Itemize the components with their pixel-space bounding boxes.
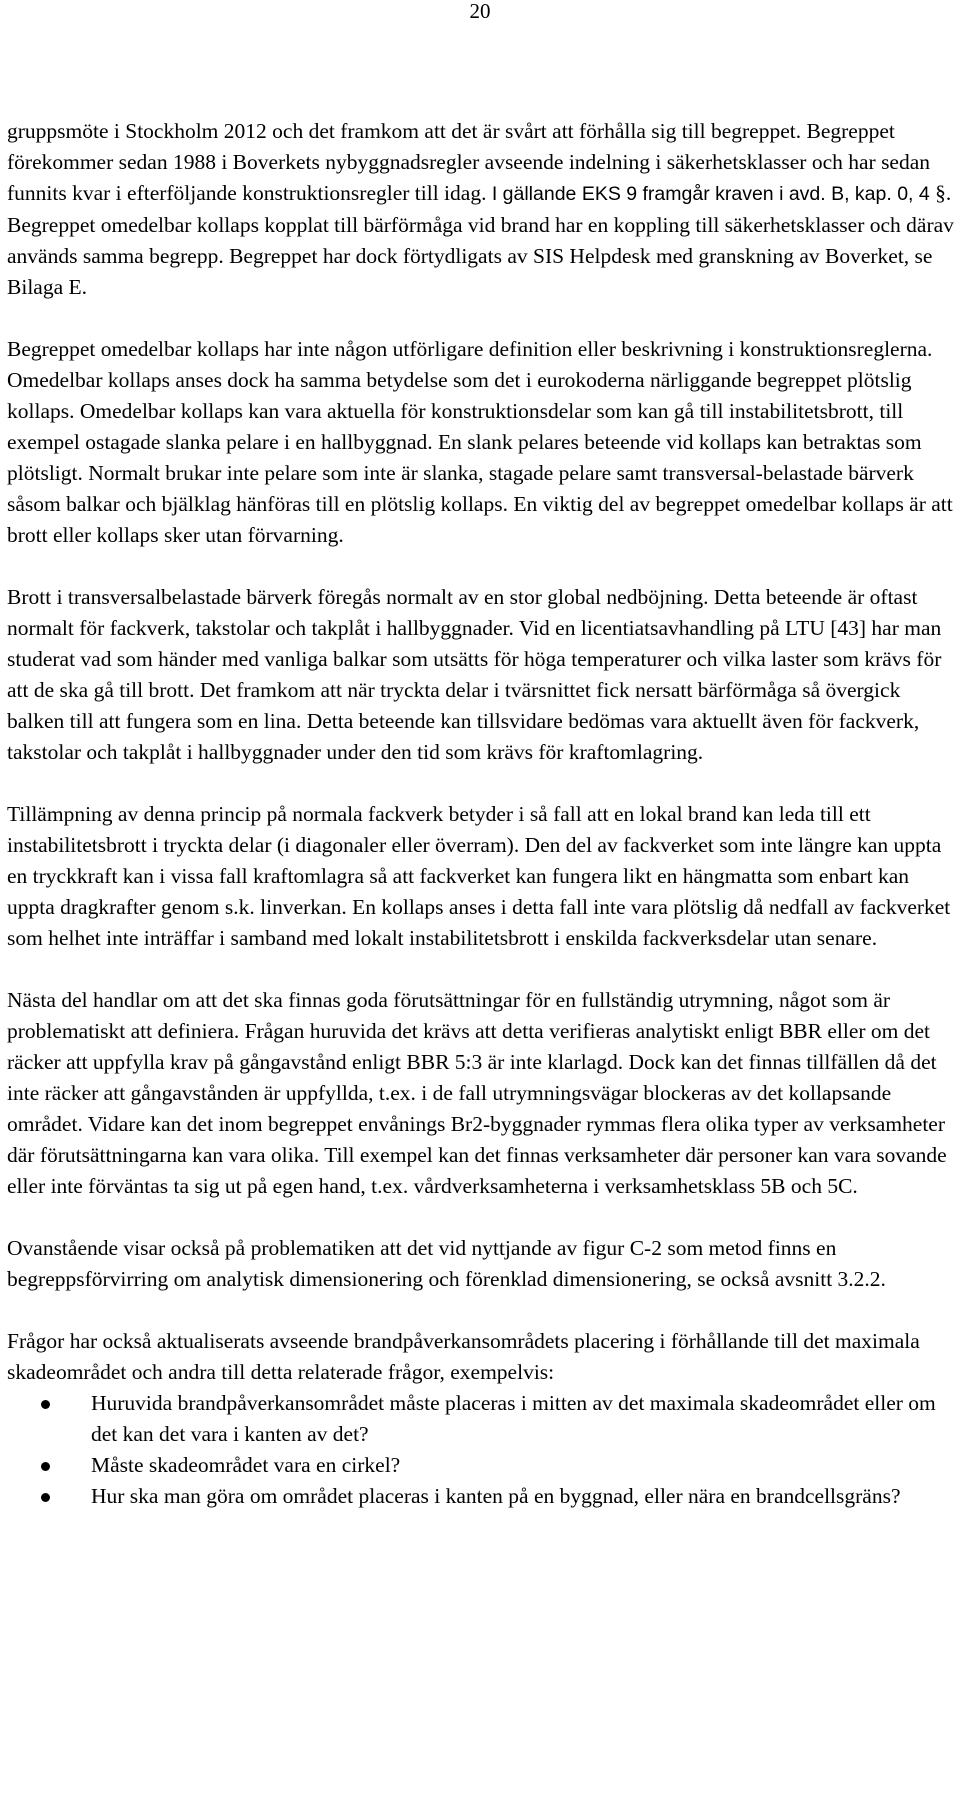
list-item-text: Hur ska man göra om området placeras i kanten på en byggnad, eller nära en brandcellsgräns?	[91, 1484, 901, 1508]
list-item	[7, 1388, 955, 1450]
list-item-text: Måste skadeområdet vara en cirkel?	[91, 1453, 401, 1477]
bullet-icon	[41, 1493, 50, 1502]
paragraph-text: gruppsmöte i Stockholm 2012 och det framkom att det är svårt att förhålla sig till begreppet. Begreppet förekommer sedan 1988 i Boverkets nybyggnadsregler avseende indelning i säkerhetsklasser och har sedan funnits kvar i efterföljande konstruktionsregler till idag.	[7, 119, 931, 205]
list-item	[7, 1481, 955, 1512]
paragraph-text-sans: I gällande EKS 9 framgår kraven i avd. B, kap. 0, 4	[491, 183, 936, 205]
bullet-list	[7, 1388, 955, 1512]
paragraph	[7, 116, 955, 303]
paragraph: Brott i transversalbelastade bärverk föregås normalt av en stor global nedböjning. Detta beteende är oftast normalt för fackverk, takstolar och takplåt i hallbyggnader. Vid en licentiatsavhandling på LTU [43] har man studerat vad som händer med vanliga balkar som utsätts för höga temperaturer och vilka laster som krävs för att de ska gå till brott. Det framkom att när tryckta delar i tvärsnittet fick nersatt bärförmåga så övergick balken till att fungera som en lina. Detta beteende kan tillsvidare bedömas vara aktuellt även för fackverk, takstolar och takplåt i hallbyggnader under den tid som krävs för kraftomlagring.	[7, 585, 942, 764]
paragraph: Begreppet omedelbar kollaps har inte någon utförligare definition eller beskrivning i konstruktionsreglerna. Omedelbar kollaps anses dock ha samma betydelse som det i eurokoderna närliggande begreppet plötslig kollaps. Omedelbar kollaps kan vara aktuella för konstruktionsdelar som kan gå till instabilitetsbrott, till exempel ostagade slanka pelare i en hallbyggnad. En slank pelares beteende vid kollaps kan betraktas som plötsligt. Normalt brukar inte pelare som inte är slanka, stagade pelare samt transversal-belastade bärverk såsom balkar och bjälklag hänföras till en plötslig kollaps. En viktig del av begreppet omedelbar kollaps är att brott eller kollaps sker utan förvarning.	[7, 337, 953, 547]
page-number: 20	[469, 0, 491, 23]
paragraph: Frågor har också aktualiserats avseende brandpåverkansområdets placering i förhållande till det maximala skadeområdet och andra till detta relaterade frågor, exempelvis:	[7, 1329, 920, 1384]
paragraph: Tillämpning av denna princip på normala fackverk betyder i så fall att en lokal brand kan leda till ett instabilitetsbrott i tryckta delar (i diagonaler eller överram). Den del av fackverket som inte längre kan uppta en tryckkraft kan i vissa fall kraftomlagra så att fackverket kan fungera likt en hängmatta som enbart kan uppta dragkrafter genom s.k. linverkan. En kollaps anses i detta fall inte vara plötslig då nedfall av fackverket som helhet inte inträffar i samband med lokalt instabilitetsbrott i enskilda fackverksdelar utan senare.	[7, 802, 951, 950]
bullet-icon	[41, 1462, 50, 1471]
list-item	[7, 1450, 955, 1481]
list-item-text: Huruvida brandpåverkansområdet måste placeras i mitten av det maximala skadeområdet eller om det kan det vara i kanten av det?	[91, 1391, 936, 1446]
bullet-icon	[41, 1400, 50, 1409]
paragraph-text: §. Begreppet omedelbar kollaps kopplat till bärförmåga vid brand har en koppling till säkerhetsklasser och därav används samma begrepp. Begreppet har dock förtydligats av SIS Helpdesk med granskning av Boverket, se Bilaga E.	[7, 181, 954, 299]
paragraph: Nästa del handlar om att det ska finnas goda förutsättningar för en fullständig utrymning, något som är problematiskt att definiera. Frågan huruvida det krävs att detta verifieras analytiskt enligt BBR eller om det räcker att uppfylla krav på gångavstånd enligt BBR 5:3 är inte klarlagd. Dock kan det finnas tillfällen då det inte räcker att gångavstånden är uppfyllda, t.ex. i de fall utrymningsvägar blockeras av det kollapsande området. Vidare kan det inom begreppet envånings Br2-byggnader rymmas flera olika typer av verksamheter där förutsättningarna kan vara olika. Till exempel kan det finnas verksamheter där personer kan vara sovande eller inte förväntas ta sig ut på egen hand, t.ex. vårdverksamheterna i verksamhetsklass 5B och 5C.	[7, 988, 947, 1198]
document-body	[7, 116, 955, 1512]
paragraph: Ovanstående visar också på problematiken att det vid nyttjande av figur C-2 som metod finns en begreppsförvirring om analytisk dimensionering och förenklad dimensionering, se också avsnitt 3.2.2.	[7, 1236, 886, 1291]
